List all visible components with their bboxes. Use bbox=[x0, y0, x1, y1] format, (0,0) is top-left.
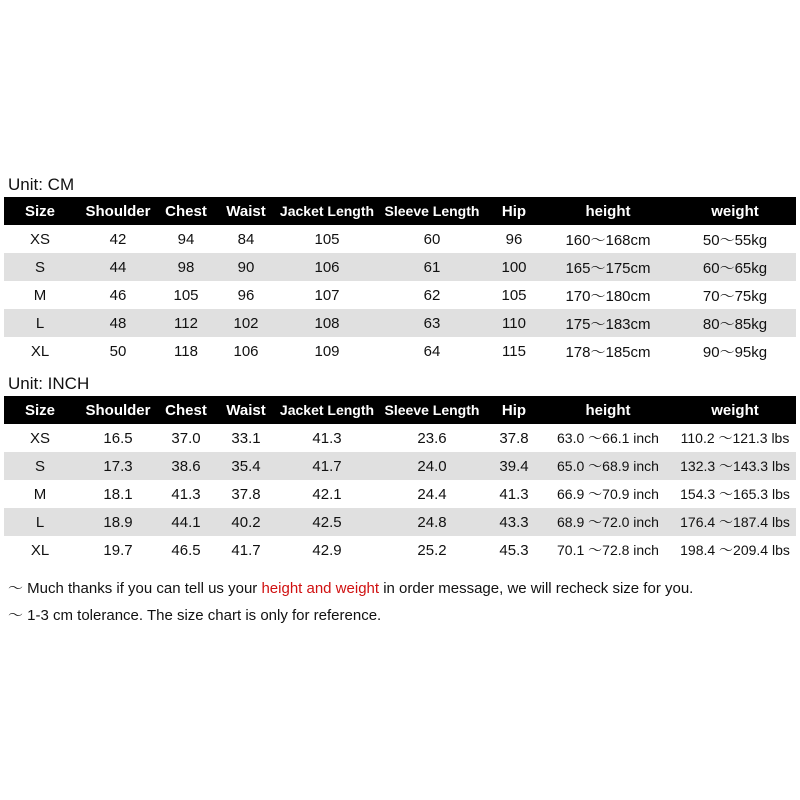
cell-shoulder: 16.5 bbox=[103, 429, 133, 447]
cell-jacket-length: 106 bbox=[314, 258, 340, 276]
table-row bbox=[4, 452, 796, 480]
header-jacket-length: Jacket Length bbox=[279, 402, 375, 418]
header-chest: Chest bbox=[165, 202, 207, 220]
cell-hip: 115 bbox=[502, 342, 526, 360]
cell-height: 178～185cm bbox=[565, 343, 651, 361]
cell-waist: 41.7 bbox=[231, 541, 261, 559]
header-jacket-length: Jacket Length bbox=[279, 203, 375, 219]
cell-weight: 132.3 ～143.3 lbs bbox=[680, 458, 790, 474]
table-row bbox=[4, 253, 796, 281]
cell-height: 70.1 ～72.8 inch bbox=[557, 542, 659, 558]
size-table-cm bbox=[4, 197, 796, 365]
cell-chest: 94 bbox=[177, 230, 195, 248]
cell-chest: 98 bbox=[177, 258, 195, 276]
cell-height: 65.0 ～68.9 inch bbox=[557, 458, 659, 474]
cell-size: XL bbox=[30, 541, 50, 559]
note-highlight: height and weight bbox=[261, 580, 380, 597]
cell-size: L bbox=[35, 513, 45, 531]
header-hip: Hip bbox=[501, 401, 527, 419]
header-size: Size bbox=[24, 202, 55, 220]
cell-jacket-length: 42.5 bbox=[312, 513, 342, 531]
cell-size: XS bbox=[29, 230, 50, 248]
cell-waist: 40.2 bbox=[231, 513, 261, 531]
cell-weight: 90～95kg bbox=[702, 343, 768, 361]
cell-shoulder: 46 bbox=[109, 286, 127, 304]
header-chest: Chest bbox=[165, 401, 207, 419]
cell-jacket-length: 41.7 bbox=[312, 457, 342, 475]
table-row bbox=[4, 309, 796, 337]
cell-height: 165～175cm bbox=[565, 259, 651, 277]
note-prefix: ～ Much thanks if you can tell us your bbox=[8, 580, 262, 597]
cell-shoulder: 48 bbox=[109, 314, 127, 332]
cell-hip: 105 bbox=[501, 286, 527, 304]
table-row bbox=[4, 337, 796, 365]
table-header bbox=[4, 197, 796, 225]
cell-sleeve-length: 24.0 bbox=[417, 457, 447, 475]
cell-shoulder: 44 bbox=[109, 258, 127, 276]
cell-hip: 110 bbox=[502, 314, 526, 332]
cell-jacket-length: 108 bbox=[314, 314, 340, 332]
cell-chest: 38.6 bbox=[171, 457, 201, 475]
cell-weight: 154.3 ～165.3 lbs bbox=[680, 486, 790, 502]
cell-jacket-length: 42.1 bbox=[312, 485, 342, 503]
cell-waist: 84 bbox=[237, 230, 255, 248]
cell-size: XS bbox=[29, 429, 50, 447]
cell-jacket-length: 105 bbox=[314, 230, 340, 248]
cell-sleeve-length: 25.2 bbox=[417, 541, 447, 559]
cell-chest: 44.1 bbox=[171, 513, 201, 531]
header-shoulder: Shoulder bbox=[85, 202, 151, 220]
header-hip: Hip bbox=[501, 202, 527, 220]
cell-height: 66.9 ～70.9 inch bbox=[557, 486, 659, 502]
cell-shoulder: 19.7 bbox=[103, 541, 133, 559]
cell-sleeve-length: 60 bbox=[423, 230, 441, 248]
header-weight: weight bbox=[711, 401, 759, 419]
cell-weight: 110.2 ～121.3 lbs bbox=[680, 430, 790, 446]
cell-sleeve-length: 23.6 bbox=[417, 429, 447, 447]
header-height: height bbox=[585, 202, 631, 220]
cell-chest: 112 bbox=[174, 314, 198, 332]
note-recheck-size bbox=[8, 577, 693, 598]
table-row bbox=[4, 480, 796, 508]
cell-waist: 37.8 bbox=[231, 485, 261, 503]
cell-height: 175～183cm bbox=[565, 315, 651, 333]
cell-size: M bbox=[33, 286, 47, 304]
unit-cm-title: Unit: CM bbox=[8, 175, 75, 194]
cell-waist: 106 bbox=[233, 342, 259, 360]
cell-shoulder: 18.1 bbox=[103, 485, 133, 503]
cell-jacket-length: 109 bbox=[314, 342, 340, 360]
cell-sleeve-length: 63 bbox=[423, 314, 441, 332]
table-row bbox=[4, 536, 796, 564]
header-shoulder: Shoulder bbox=[85, 401, 151, 419]
cell-weight: 198.4 ～209.4 lbs bbox=[680, 542, 790, 558]
cell-jacket-length: 42.9 bbox=[312, 541, 342, 559]
cell-hip: 100 bbox=[501, 258, 527, 276]
cell-waist: 35.4 bbox=[231, 457, 261, 475]
cell-size: XL bbox=[30, 342, 50, 360]
header-weight: weight bbox=[711, 202, 759, 220]
cell-waist: 90 bbox=[237, 258, 255, 276]
cell-shoulder: 42 bbox=[109, 230, 127, 248]
unit-inch-title: Unit: INCH bbox=[8, 374, 90, 393]
cell-size: M bbox=[33, 485, 47, 503]
table-row bbox=[4, 225, 796, 253]
cell-chest: 37.0 bbox=[171, 429, 201, 447]
note-tolerance: ～ 1-3 cm tolerance. The size chart is only for reference. bbox=[8, 607, 382, 624]
cell-weight: 60～65kg bbox=[702, 259, 768, 277]
cell-waist: 102 bbox=[233, 314, 259, 332]
cell-sleeve-length: 62 bbox=[423, 286, 441, 304]
table-row bbox=[4, 508, 796, 536]
cell-size: L bbox=[35, 314, 45, 332]
cell-chest: 118 bbox=[174, 342, 198, 360]
cell-shoulder: 18.9 bbox=[103, 513, 133, 531]
cell-chest: 46.5 bbox=[171, 541, 201, 559]
cell-hip: 37.8 bbox=[499, 429, 529, 447]
cell-weight: 70～75kg bbox=[702, 287, 768, 305]
cell-jacket-length: 41.3 bbox=[312, 429, 342, 447]
cell-shoulder: 17.3 bbox=[103, 457, 133, 475]
cell-height: 160～168cm bbox=[565, 231, 651, 249]
header-waist: Waist bbox=[226, 202, 266, 220]
cell-hip: 39.4 bbox=[499, 457, 529, 475]
cell-sleeve-length: 64 bbox=[423, 342, 441, 360]
table-header bbox=[4, 396, 796, 424]
note-suffix: in order message, we will recheck size for you. bbox=[379, 580, 694, 597]
cell-weight: 176.4 ～187.4 lbs bbox=[680, 514, 790, 530]
cell-chest: 41.3 bbox=[171, 485, 201, 503]
cell-weight: 80～85kg bbox=[702, 315, 768, 333]
cell-height: 170～180cm bbox=[565, 287, 651, 305]
header-sleeve-length: Sleeve Length bbox=[384, 402, 480, 418]
cell-waist: 96 bbox=[237, 286, 255, 304]
cell-hip: 41.3 bbox=[499, 485, 529, 503]
header-height: height bbox=[585, 401, 631, 419]
table-row bbox=[4, 424, 796, 452]
cell-sleeve-length: 24.8 bbox=[417, 513, 447, 531]
cell-hip: 96 bbox=[505, 230, 523, 248]
cell-weight: 50～55kg bbox=[702, 231, 768, 249]
header-size: Size bbox=[24, 401, 55, 419]
cell-height: 68.9 ～72.0 inch bbox=[557, 514, 659, 530]
header-waist: Waist bbox=[226, 401, 266, 419]
cell-shoulder: 50 bbox=[109, 342, 127, 360]
cell-size: S bbox=[34, 457, 45, 475]
cell-height: 63.0 ～66.1 inch bbox=[557, 430, 659, 446]
cell-hip: 45.3 bbox=[499, 541, 529, 559]
cell-size: S bbox=[34, 258, 45, 276]
header-sleeve-length: Sleeve Length bbox=[384, 203, 480, 219]
table-row bbox=[4, 281, 796, 309]
cell-chest: 105 bbox=[173, 286, 199, 304]
cell-sleeve-length: 24.4 bbox=[417, 485, 447, 503]
cell-jacket-length: 107 bbox=[314, 286, 340, 304]
cell-waist: 33.1 bbox=[231, 429, 261, 447]
size-table-inch bbox=[4, 396, 796, 564]
cell-sleeve-length: 61 bbox=[423, 258, 441, 276]
cell-hip: 43.3 bbox=[499, 513, 529, 531]
